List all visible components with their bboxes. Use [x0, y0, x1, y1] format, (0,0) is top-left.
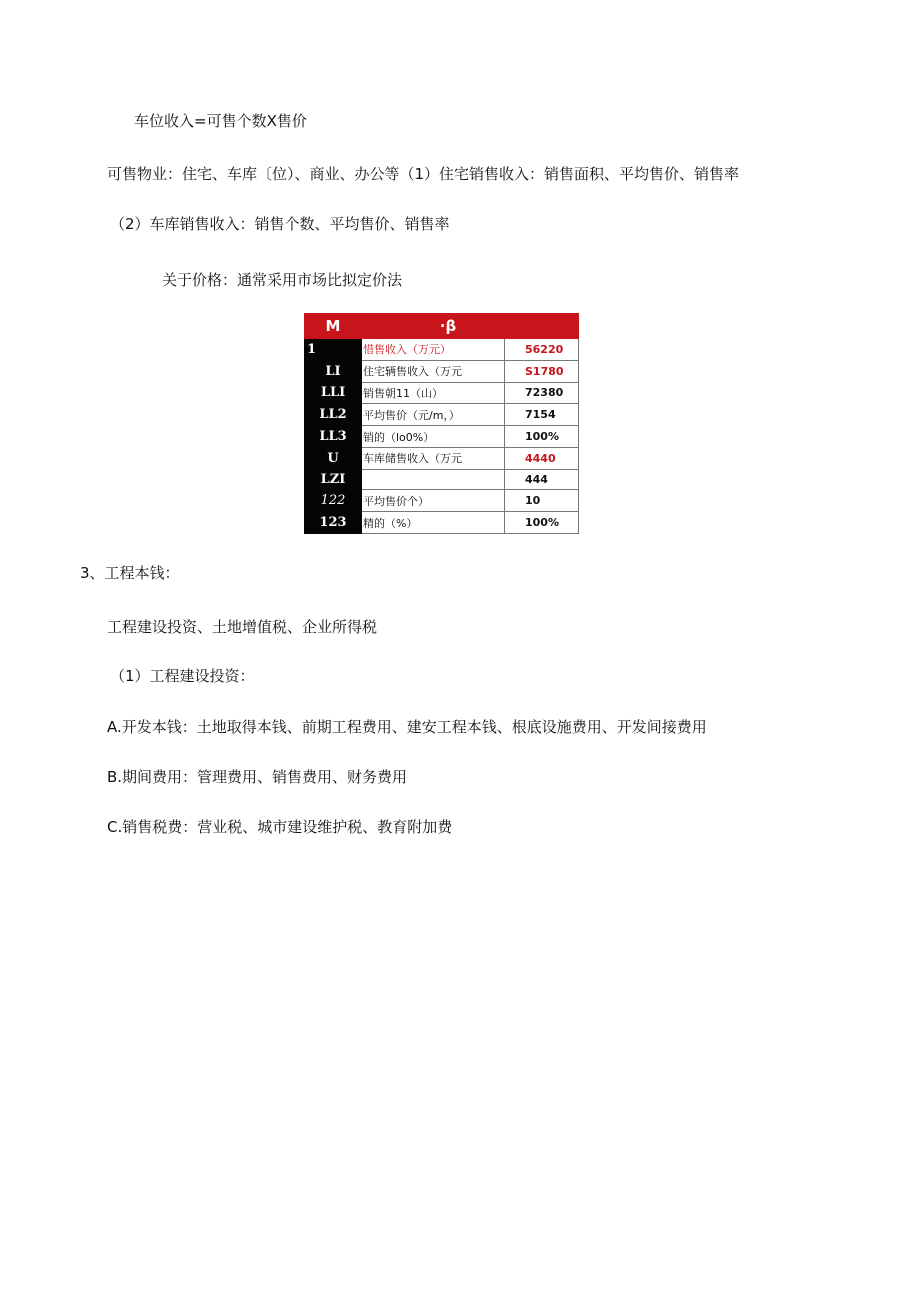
- text-line-6: 工程建设投资、土地增值税、企业所得税: [107, 618, 378, 636]
- row-value: 100%: [505, 426, 579, 448]
- table-row: [305, 404, 579, 426]
- row-label: [362, 469, 505, 490]
- row-value: 444: [505, 469, 579, 490]
- row-value: 7154: [505, 404, 579, 426]
- row-id: 1: [305, 339, 362, 361]
- row-id: U: [305, 447, 362, 469]
- row-value: 56220: [505, 339, 579, 361]
- row-label: 车库储售收入（万元: [362, 447, 505, 469]
- text-line-2: 可售物业：住宅、车库〔位）、商业、办公等（1）住宅销售收入：销售面积、平均售价、销售率: [107, 165, 740, 183]
- header-cell-1: M: [305, 314, 362, 339]
- table-row: [305, 360, 579, 382]
- text-line-9: B.期间费用：管理费用、销售费用、财务费用: [107, 768, 408, 786]
- row-label: 销售朝11（山）: [362, 382, 505, 404]
- table-row: [305, 447, 579, 469]
- row-value: 4440: [505, 447, 579, 469]
- text-line-7: （1）工程建设投资：: [110, 667, 255, 685]
- row-label: 平均售价个）: [362, 490, 505, 512]
- row-id: 123: [305, 512, 362, 534]
- text-line-8: A.开发本钱：土地取得本钱、前期工程费用、建安工程本钱、根底设施费用、开发间接费用: [107, 718, 707, 736]
- row-label: 住宅辆售收入（万元: [362, 360, 505, 382]
- row-value: 100%: [505, 512, 579, 534]
- text-line-3: （2）车库销售收入：销售个数、平均售价、销售率: [110, 215, 450, 233]
- row-value: 10: [505, 490, 579, 512]
- row-id: LI: [305, 360, 362, 382]
- text-line-10: C.销售税费：营业税、城市建设维护税、教育附加费: [107, 818, 453, 836]
- table-row: [305, 339, 579, 361]
- table-row: [305, 490, 579, 512]
- row-id: LL2: [305, 404, 362, 426]
- table-row: [305, 512, 579, 534]
- row-label: 平均售价（元/m，）: [362, 404, 505, 426]
- revenue-table: [304, 313, 579, 534]
- header-cell-3: [505, 314, 579, 339]
- table-row: [305, 382, 579, 404]
- row-id: LLI: [305, 382, 362, 404]
- text-line-4: 关于价格：通常采用市场比拟定价法: [162, 271, 403, 289]
- row-label: 惜售收入（万元）: [362, 339, 505, 361]
- header-cell-2: ·β: [362, 314, 505, 339]
- table-row: [305, 469, 579, 490]
- table-header: [305, 314, 579, 339]
- row-value: S1780: [505, 360, 579, 382]
- table-row: [305, 426, 579, 448]
- row-id: 122: [305, 490, 362, 512]
- row-label: 精的（%）: [362, 512, 505, 534]
- row-label: 销的（lo0%）: [362, 426, 505, 448]
- section-heading: 3、工程本钱：: [80, 564, 180, 582]
- text-line-1: 车位收入=可售个数X售价: [134, 112, 307, 130]
- row-id: LL3: [305, 426, 362, 448]
- row-id: LZI: [305, 469, 362, 490]
- row-value: 72380: [505, 382, 579, 404]
